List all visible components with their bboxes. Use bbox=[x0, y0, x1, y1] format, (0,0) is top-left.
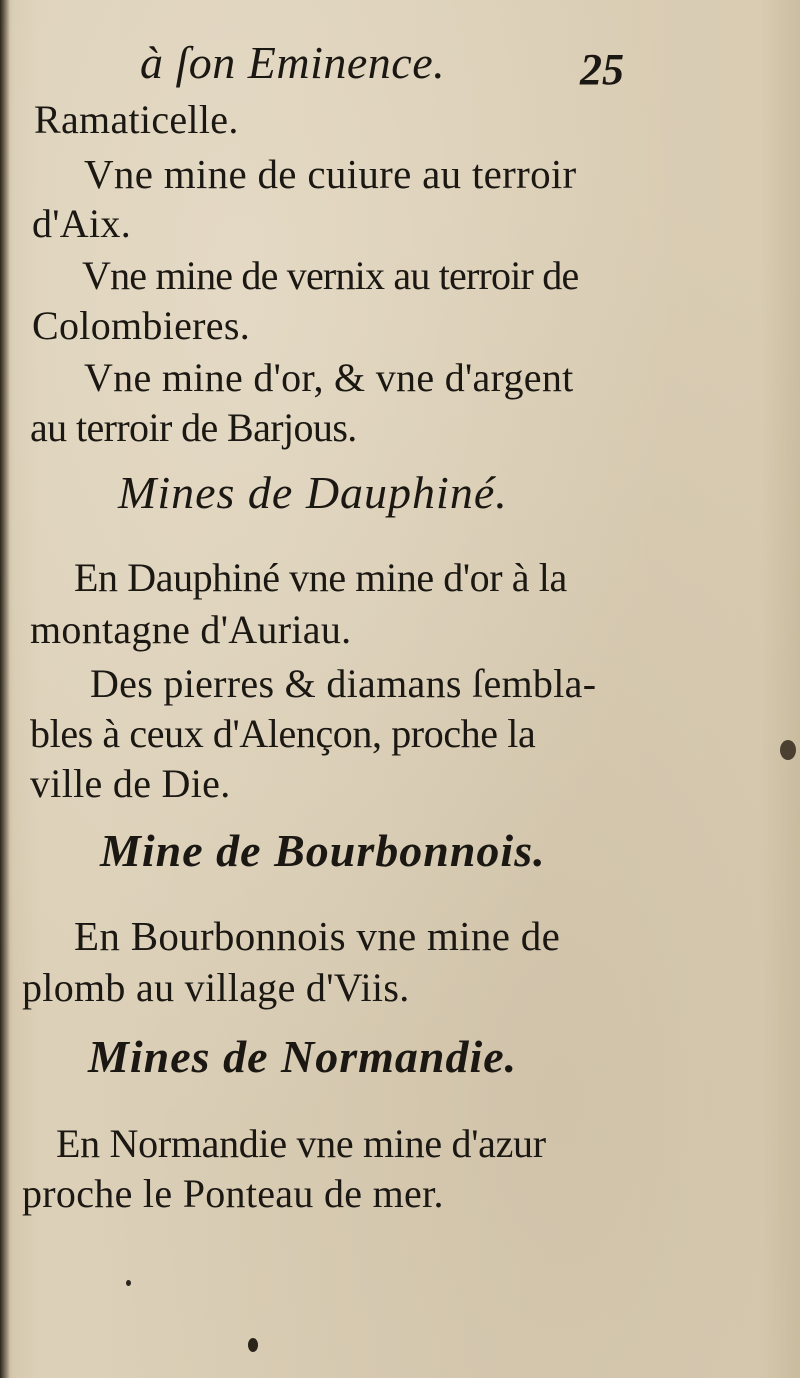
running-head: à ſon Eminence. bbox=[140, 37, 446, 88]
text-line: En Dauphiné vne mine d'or à la bbox=[74, 555, 567, 600]
text-line: Des pierres & diamans ſembla- bbox=[90, 661, 597, 706]
section-heading: Mines de Dauphiné. bbox=[118, 467, 508, 518]
ink-speck bbox=[780, 740, 796, 760]
text-line: montagne d'Auriau. bbox=[30, 607, 352, 652]
section-heading: Mine de Bourbonnois. bbox=[100, 825, 546, 876]
text-line: d'Aix. bbox=[32, 201, 132, 246]
text-line: Colombieres. bbox=[32, 303, 251, 348]
text-line: En Bourbonnois vne mine de bbox=[74, 913, 561, 959]
text-line: plomb au village d'Viis. bbox=[22, 965, 410, 1010]
text-line: Ramaticelle. bbox=[34, 97, 239, 142]
page-number: 25 bbox=[580, 45, 624, 94]
ink-speck bbox=[248, 1338, 258, 1352]
text-line: Vne mine de vernix au terroir de bbox=[82, 253, 579, 298]
text-line: Vne mine de cuiure au terroir bbox=[84, 151, 577, 197]
text-line: au terroir de Barjous. bbox=[30, 405, 357, 450]
text-line: bles à ceux d'Alençon, proche la bbox=[30, 711, 536, 756]
text-line: En Normandie vne mine d'azur bbox=[56, 1121, 546, 1166]
text-line: ville de Die. bbox=[30, 761, 231, 806]
text-line: proche le Ponteau de mer. bbox=[22, 1171, 444, 1216]
ink-speck bbox=[126, 1280, 131, 1286]
section-heading: Mines de Normandie. bbox=[88, 1031, 518, 1082]
text-line: Vne mine d'or, & vne d'argent bbox=[84, 355, 574, 400]
binding-shadow bbox=[0, 0, 10, 1378]
